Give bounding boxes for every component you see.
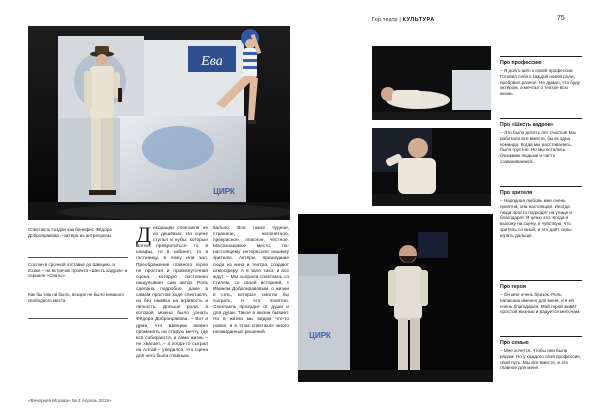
photo-actor-portrait bbox=[372, 128, 491, 206]
photo-actor-lying bbox=[372, 46, 491, 120]
box-text: ЦИРК bbox=[213, 187, 235, 196]
photo-bearded-actor bbox=[298, 214, 493, 382]
side-note-1: Сослан в срочной отставке до Швецию, а позже – на встречах проекта «Шесть кадров» и сериале «Сваты» bbox=[28, 262, 128, 279]
article-column-1 bbox=[136, 222, 208, 360]
header-section: Гор.театр bbox=[372, 17, 398, 23]
interview-section bbox=[500, 186, 582, 239]
header-rubric: КУЛЬТУРА bbox=[402, 17, 435, 23]
interview-heading: Про героя bbox=[500, 284, 526, 290]
interview-text: – Это было десять лет счастья! Мы работали все вместе, была одна команда. Когда мы расставались, было грустно. Но мы остались близкими людьми и часто созваниваемся. bbox=[500, 130, 576, 164]
interview-section bbox=[500, 118, 582, 165]
interview-section bbox=[500, 336, 582, 371]
dropcap: Д bbox=[136, 222, 152, 247]
interview-section bbox=[500, 280, 582, 315]
interview-text: – Он мне очень близок. Роль написана именно для меня, и я ей очень благодарен. Мой герой живёт простой жизнью и радуется мелочам. bbox=[500, 292, 581, 315]
interview-heading: Про «Шесть кадров» bbox=[500, 122, 554, 128]
page-footer: «Вечерняя Москва» № 4 Апрель 2019» bbox=[28, 398, 112, 403]
svg-text:ЦИРК: ЦИРК bbox=[309, 331, 331, 340]
interview-text: – Я долго шёл к своей профессии. Готовил себя к каждой новой роли, пробовал разное. Не думал, что буду актёром, а мечтал о театре всю жизнь. bbox=[500, 68, 580, 97]
photo-caption: Спектакль создан как бенефис Фёдора Добронравова – актёра из антрепризы bbox=[28, 227, 112, 238]
caption-divider bbox=[28, 257, 128, 258]
eva-sign: Ева bbox=[201, 54, 223, 69]
note-divider bbox=[28, 318, 128, 319]
running-header: Гор.театр | КУЛЬТУРА bbox=[372, 17, 435, 23]
article-column-2: вально. Все такое чудное, странное, непонятное, прекрасное, опасное, честное. Малознакомое место, по-настоящему интересное нашему зрителю. Актёры, пришедшие сюда из кино и театра, создают атмосферу. А в зале тихо, и все ждут. – Мы сыграли спектакль со стилем, со своей историей, с Иваном Добронравовым, о жизни в сеть, которые смогли бы сыграть, и это понятно. Спектакль проходит от души и для души. Такое в жизни бывает. Но в жизни мы видим что-то новое, и в этом спектакле много неожиданных решений. bbox=[213, 226, 289, 335]
main-stage-photo bbox=[28, 26, 290, 220]
interview-heading: Про профессию bbox=[500, 60, 542, 66]
interview-text: – Народная любовь мне очень приятна, она настоящая. Иногда люди просто подходят на улице и благодарят. Я ценю это. Когда я выхожу на сцену, я чувствую, что зритель со мной, и это даёт силы играть дальше. bbox=[500, 198, 572, 238]
interview-text: – Мне хочется, чтобы они были рядом. Но у каждого своя профессия, свой путь. Мы все вместе, и это главное для меня. bbox=[500, 348, 581, 371]
interview-heading: Про зрителя bbox=[500, 190, 533, 196]
interview-section bbox=[500, 56, 582, 97]
article-text-1: екорации спектакля не из дешёвых. На сцене стулья и кубы, которые могли превратиться то в шкафы, то в кабинет, то в гостиницу, в ложу или зал. Преображение главного героя не простая и промежуточная сцена, которую постоянно нащупывает сам автор. Роль сделана подробно, даже в самом простом ходе спектакля, но без намёка на игривость и легкость. Дольше роли, в которой можно было узнать Фёдора Добронравова. – Вот и дума, что Швецию можно променять на старую мечту, где всё собирается, и сама жизнь – не хватает, – а когда-то сыграл на Алтай – убедился, что сцена для него была главным. bbox=[136, 226, 208, 359]
page-number: 75 bbox=[557, 15, 565, 22]
side-note-2: Как бы там ни было, вскоре не было никакого свободного места. bbox=[28, 292, 124, 303]
interview-heading: Про семью bbox=[500, 340, 529, 346]
